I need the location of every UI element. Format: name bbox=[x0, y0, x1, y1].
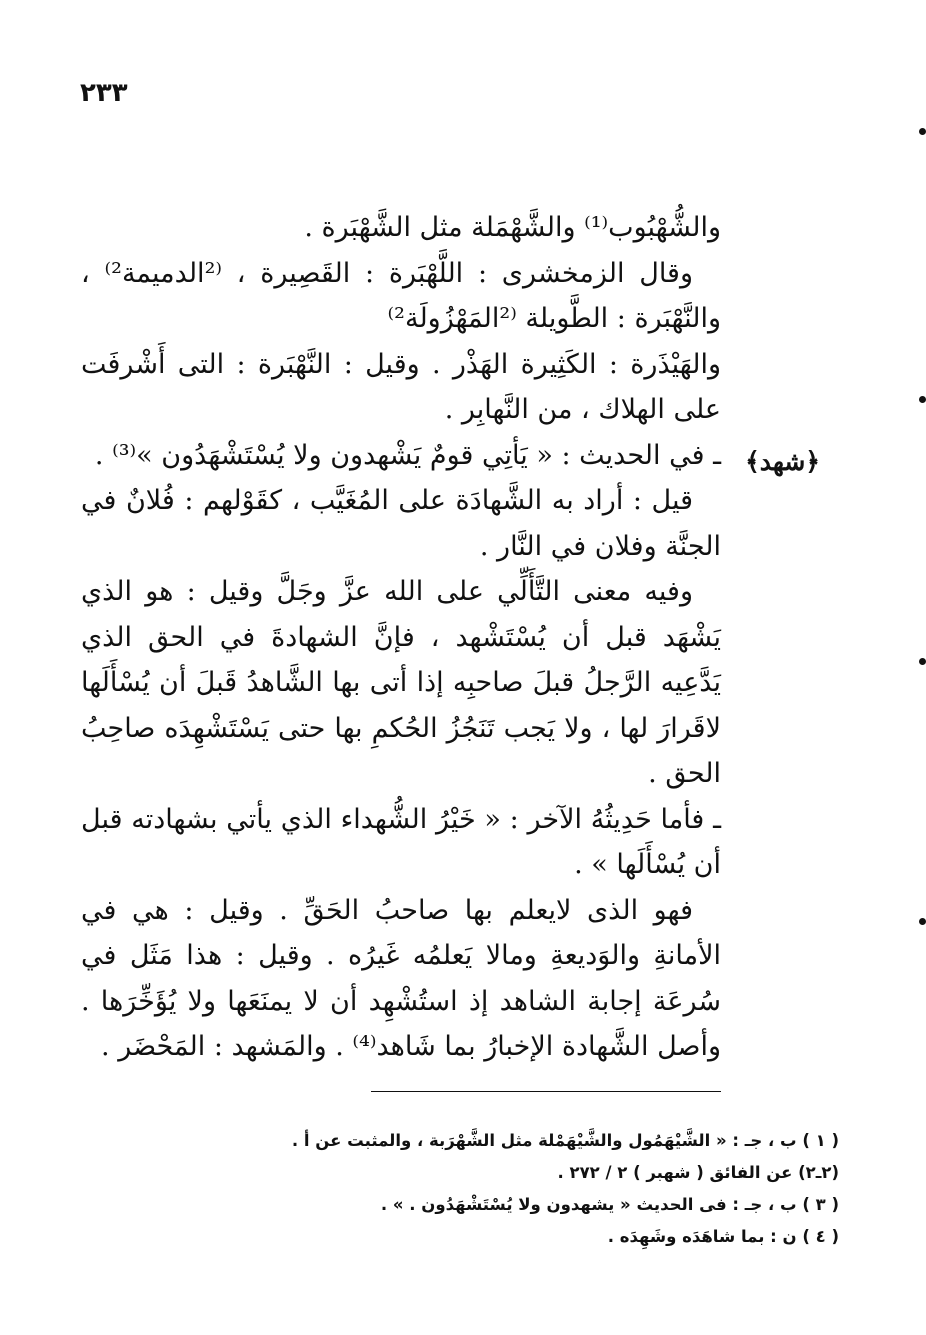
paragraph: والشُّهْبُوب⁽¹⁾ والشَّهْمَلة مثل الشَّهْبَرة . bbox=[304, 212, 721, 243]
paragraph: ـ فأما حَدِيثُهُ الآخر : « خَيْرُ الشُّهداء الذي يأتي بشهادته قبل أن يُسْأَلَها » . bbox=[81, 803, 721, 880]
paragraph: وقال الزمخشرى : اللَّهْبَرة : القَصِيرة ، ⁽²الدميمة²⁾ ، والنَّهْبَرة : الطَّويلة ⁽²المَهْزُولَة²⁾ bbox=[81, 257, 721, 334]
edge-mark bbox=[919, 396, 926, 403]
edge-mark bbox=[919, 918, 926, 925]
footnote: ( ١ ) ب ، جـ : « الشَّيْهَمُول والشَّيْهَمْلة مثل الشَّهْرَبة ، والمثبت عن أ . bbox=[291, 1131, 839, 1150]
footnote: (٢ـ٢) عن الفائق ( شهبر ) ٢ / ٢٧٢ . bbox=[557, 1163, 839, 1182]
edge-mark bbox=[919, 658, 926, 665]
footnote-divider bbox=[371, 1091, 721, 1092]
paragraph: فهو الذى لايعلم بها صاحبُ الحَقِّ . وقيل : هي في الأمانةِ والوَديعةِ ومالا يَعلمُه غَيرُه . وقيل : هذا مَثَل في سُرعَة إجابة الشاهد إذ استُشْهِد أن لا يمنَعَها ولا يُؤَخِّرَها . وأصل الشَّهادة الإخبارُ بما شَاهد⁽⁴⁾ . والمَشهد : المَحْضَر . bbox=[81, 894, 721, 1062]
edge-mark bbox=[919, 128, 926, 135]
section-tag: ﴿شهد﴾ bbox=[745, 447, 820, 476]
main-text bbox=[81, 205, 721, 1070]
footnotes bbox=[79, 1125, 839, 1253]
footnote: ( ٤ ) ن : بما شاهَدَه وشَهِدَه . bbox=[607, 1227, 839, 1246]
page-number: ٢٣٣ bbox=[80, 78, 128, 108]
paragraph: قيل : أراد به الشَّهادَة على المُغَيَّب ، كقَوْلهم : فُلانٌ في الجنَّة وفلان في النَّار . bbox=[81, 485, 721, 562]
paragraph: والهَيْذَرة : الكَثِيرة الهَذْر . وقيل : النَّهْبَرة : التى أَشْرفَت على الهلاك ، من النَّهابِر . bbox=[81, 348, 721, 425]
footnote: ( ٣ ) ب ، جـ : فى الحديث « يشهدون ولا يُسْتَشْهَدُون . » . bbox=[380, 1195, 839, 1214]
paragraph: ـ في الحديث : « يَأتِي قومٌ يَشْهدون ولا يُسْتَشْهَدُون »⁽³⁾ . bbox=[94, 439, 721, 471]
paragraph: وفيه معنى التَّأَلِّي على الله عزَّ وجَلَّ وقيل : هو الذي يَشْهَد قبل أن يُسْتَشْهد ، فإنَّ الشهادةَ في الحق الذي يَدَّعِيه الرَّجلُ قبلَ صاحبِه إذا أتى بها الشَّاهدُ قَبلَ أن يُسْأَلَها لاقَرارَ لها ، ولا يَجب تَنَجُزُ الحُكمِ بها حتى يَسْتَشْهِدَه صاحِبُ الحق . bbox=[81, 576, 721, 789]
